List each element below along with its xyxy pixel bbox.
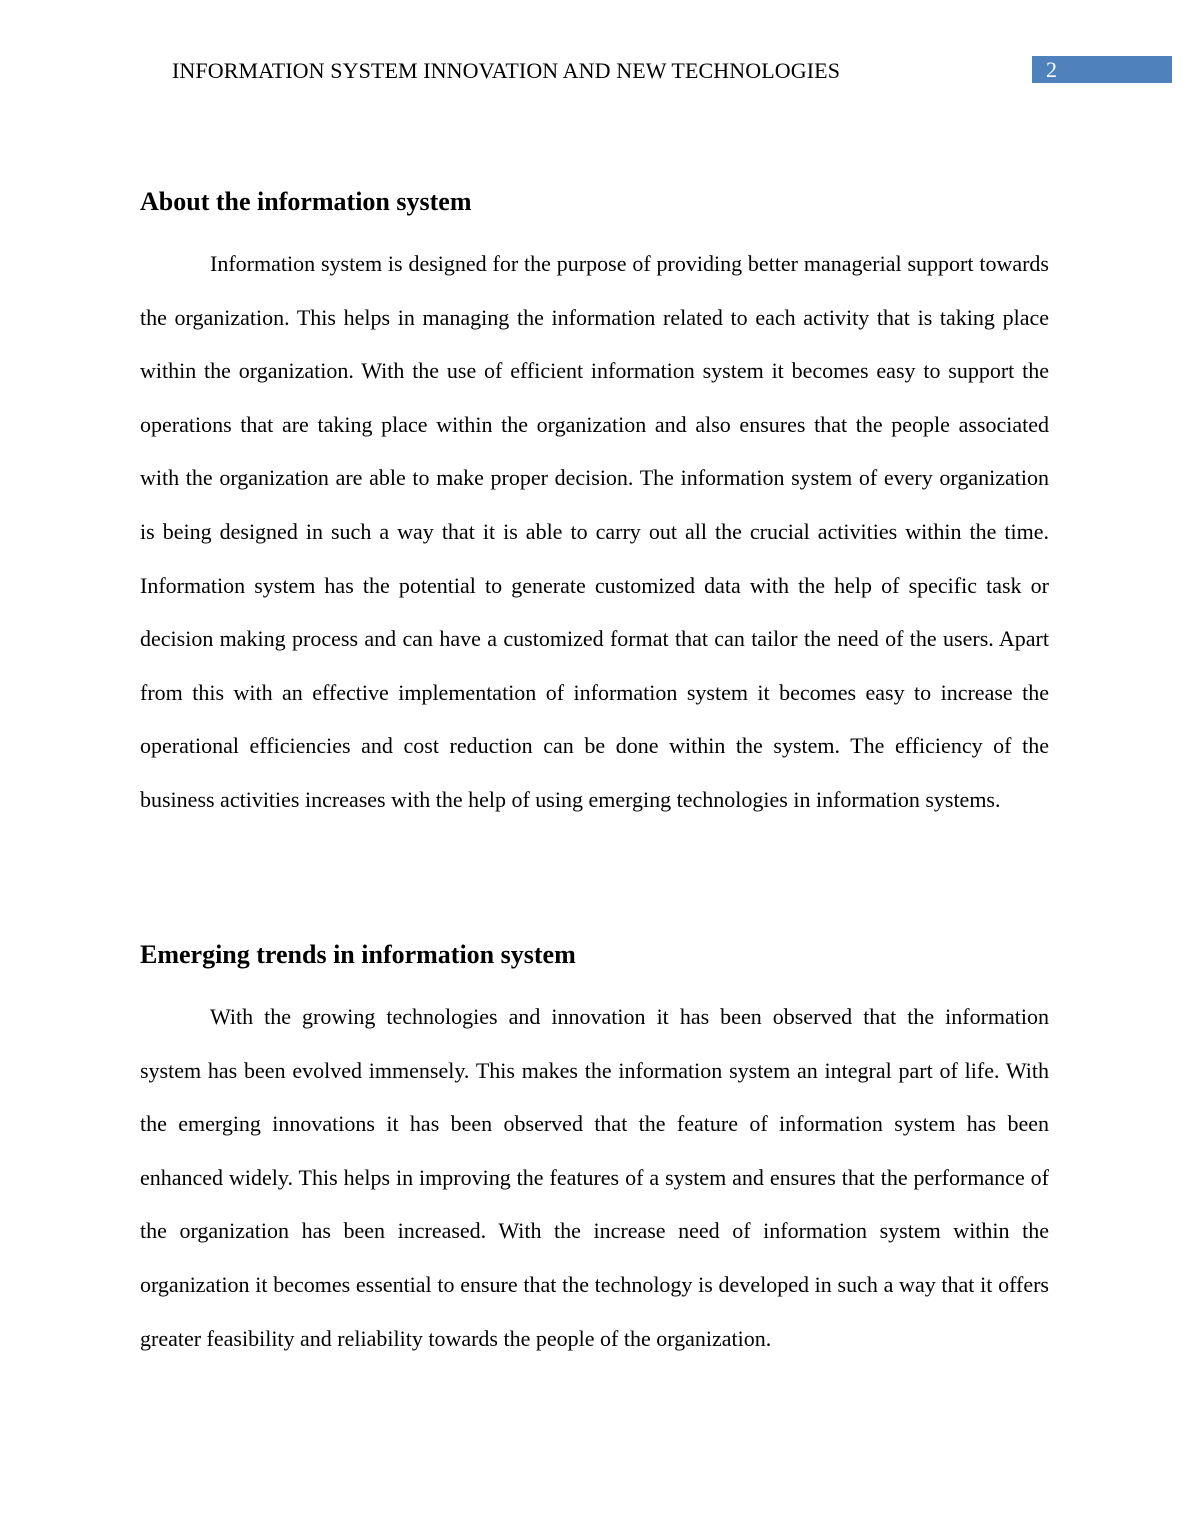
page-number: 2 <box>1046 57 1057 82</box>
section-heading-about: About the information system <box>140 187 472 216</box>
page-number-badge <box>1032 56 1172 83</box>
section-heading-emerging-trends: Emerging trends in information system <box>140 940 576 969</box>
section-paragraph-emerging-trends: With the growing technologies and innovation it has been observed that the information system has been evolved immensely. This makes the information system an integral part of life. With the emerging innovations it has been observed that the feature of information system has been enhanced widely. This helps in improving the features of a system and ensures that the performance of the organization has been increased. With the increase need of information system within the organization it becomes essential to ensure that the technology is developed in such a way that it offers greater feasibility and reliability towards the people of the organization. <box>140 1004 1049 1351</box>
running-head: INFORMATION SYSTEM INNOVATION AND NEW TECHNOLOGIES <box>172 58 841 83</box>
section-paragraph-about: Information system is designed for the purpose of providing better managerial support towards the organization. This helps in managing the information related to each activity that is taking place within the organization. With the use of efficient information system it becomes easy to support the operations that are taking place within the organization and also ensures that the people associated with the organization are able to make proper decision. The information system of every organization is being designed in such a way that it is able to carry out all the crucial activities within the time. Information system has the potential to generate customized data with the help of specific task or decision making process and can have a customized format that can tailor the need of the users. Apart from this with an effective implementation of information system it becomes easy to increase the operational efficiencies and cost reduction can be done within the system. The efficiency of the business activities increases with the help of using emerging technologies in information systems. <box>140 251 1049 812</box>
